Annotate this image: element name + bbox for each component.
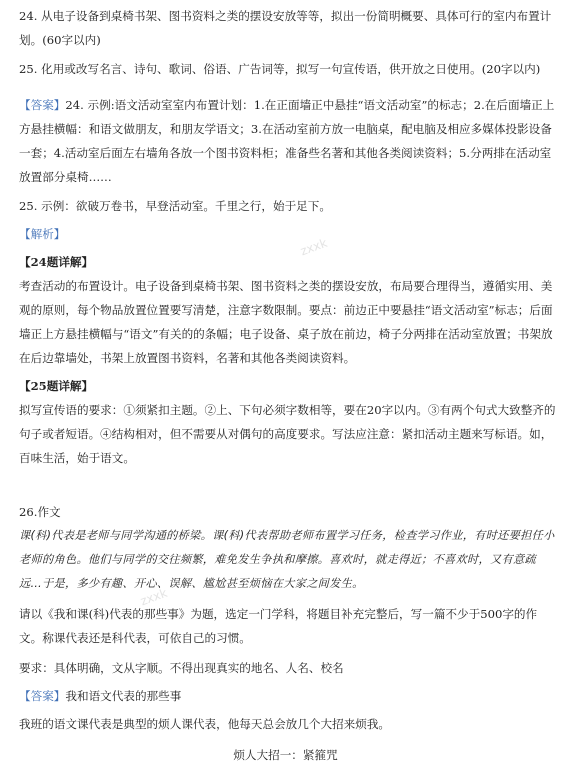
page-footer-text: 烦人大招一：紧箍咒 bbox=[233, 748, 338, 762]
detail-body-25: 拟写宣传语的要求：①须紧扣主题。②上、下句必须字数相等，要在20字以内。③有两个句式大致整齐的句子或者短语。④结构相对，但不需要从对偶句的高度要求。写法应注意：紧扣活动主题来写标语。如，百味生活，始于语文。 bbox=[19, 403, 556, 465]
detail-body-24: 考查活动的布置设计。电子设备到桌椅书架、图书资料之类的摆设安放，布局要合理得当，遵循实用、美观的原则，每个物品放置位置要写清楚，注意字数限制。要点：前边正中要悬挂“语文活动室”标志；后面墙正上方悬挂横幅与“语文”有关的的条幅；电子设备、桌子放在前边，椅子分两排在活动室放置；书架放在后边靠墙处，书架上放置图书资料，名著和其他各类阅读资料。 bbox=[19, 279, 553, 365]
detail-heading-25: 【25题详解】 bbox=[19, 379, 94, 393]
essay-requirement: 要求：具体明确，文从字顺。不得出现真实的地名、人名、校名 bbox=[19, 661, 344, 675]
answer-tag-26: 【答案】 bbox=[19, 689, 66, 703]
answer-26-title bbox=[19, 684, 556, 708]
watermark: zxxk bbox=[298, 235, 330, 259]
answer-24-text: 24. 示例:语文活动室室内布置计划：1.在正面墙正中悬挂“语文活动室”的标志；2.在后面墙正上方悬挂横幅：和语文做朋友，和朋友学语文；3.在活动室前方放一电脑桌，配电脑及相应多媒体投影设备一套；4.活动室后面左右墙角各放一个图书资料柜；准备些名著和其他各类阅读资料；5.分两排在活动室放置部分桌椅…… bbox=[19, 98, 555, 184]
essay-prompt: 请以《我和课(科)代表的那些事》为题，选定一门学科，将题目补充完整后，写一篇不少于500字的作文。称课代表还是科代表，可依自己的习惯。 bbox=[19, 607, 538, 645]
question-24: 24. 从电子设备到桌椅书架、图书资料之类的摆设安放等等，拟出一份简明概要、具体可行的室内布置计划。(60字以内) bbox=[19, 9, 552, 47]
analysis-tag: 【解析】 bbox=[19, 227, 66, 241]
answer-tag-24: 【答案】 bbox=[19, 98, 66, 112]
detail-heading-24: 【24题详解】 bbox=[19, 255, 94, 269]
answer-26-line: 我班的语文课代表是典型的烦人课代表，他每天总会放几个大招来烦我。 bbox=[19, 717, 391, 731]
watermark: zxxk bbox=[138, 585, 170, 609]
document-page bbox=[19, 4, 556, 736]
question-25: 25. 化用或改写名言、诗句、歌词、俗语、广告词等，拟写一句宣传语，供开放之日使用。(20字以内) bbox=[19, 62, 541, 76]
essay-material: 课(科)代表是老师与同学沟通的桥梁。课(科)代表帮助老师布置学习任务，检查学习作业，有时还要担任小老师的角色。他们与同学的交往频繁，难免发生争执和摩擦。喜欢时，就走得近；不喜欢时，又有意疏远…于是，多少有趣、开心、误解、尴尬甚至烦恼在大家之间发生。 bbox=[19, 529, 555, 590]
answer-25: 25. 示例：欲破万卷书，早登活动室。千里之行，始于足下。 bbox=[19, 199, 331, 213]
answer-24 bbox=[19, 93, 556, 189]
question-26-heading: 26.作文 bbox=[19, 505, 61, 519]
answer-26-title-text: 我和语文代表的那些事 bbox=[65, 689, 182, 703]
